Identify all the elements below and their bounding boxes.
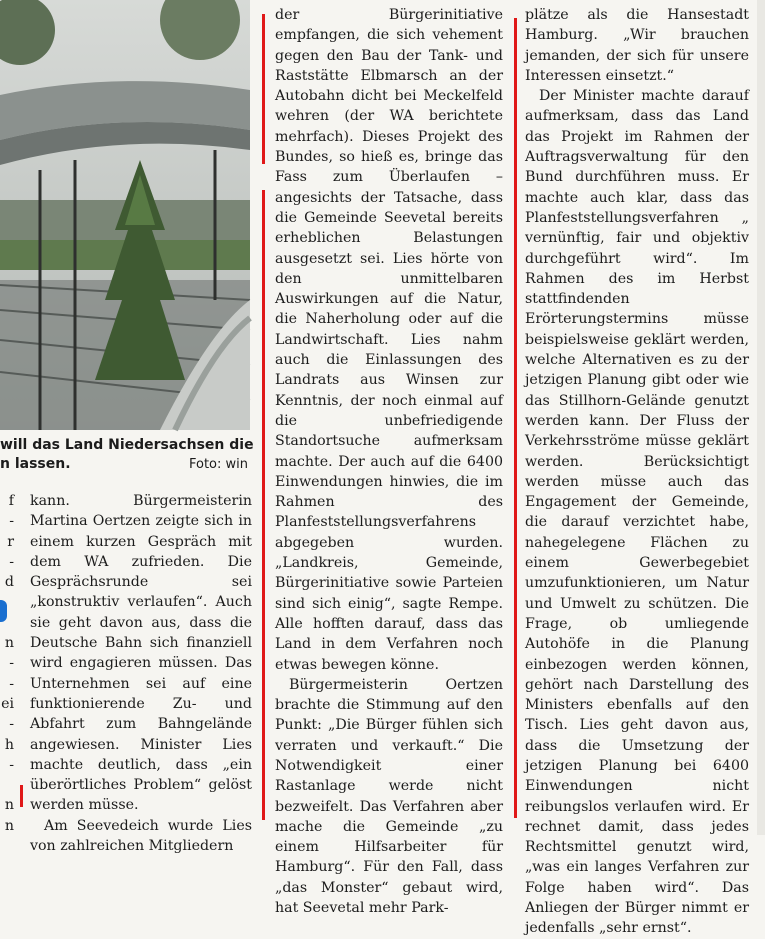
column-4-paragraph-2: Der Minister machte darauf aufmerksam, dass das Land das Projekt im Rahmen der Auftragsverwaltung für den Bund durchführen muss. Er machte auch klar, dass das Planfeststellungsverfahren „ vernünftig, fair und objektiv durchgeführt wird“. Im Rahmen des im Herbst stattfindenden Erörterungstermins müsse beispielsweise geklärt werden, welche Alternativen es zu der jetzigen Planung gibt oder wie das Stillhorn-Gelände genutzt werden kann. Der Fluss der Verkehrsströme müsse geklärt werden. Berücksichtigt werden müsse auch das Engagement der Gemeinde, die darauf verzichtet habe, nahegelegene Flächen zu einem Gewerbegebiet umzufunktionieren, um Natur und Umwelt zu schützen. Die Frage, ob umliegende Autohöfe in die Planung einbezogen werden können, gehört nach Darstellung des Ministers ebenfalls auf den Tisch. Lies geht davon aus, dass die Umsetzung der jetzigen Planung bei 6400 Einwendungen nicht reibungslos verlaufen wird. Er rechnet damit, dass jedes Rechtsmittel genutzt wird, „was ein langes Verfahren zur Folge haben wird“. Das Anliegen der Bürger nimmt er jedenfalls „sehr ernst“. — [525, 88, 749, 937]
cropped-fragment: - — [9, 716, 14, 733]
photo-credit: Foto: win — [188, 457, 248, 472]
cropped-column — [0, 491, 14, 836]
blue-highlight-mark — [0, 600, 7, 622]
highlight-bar-col3-b — [262, 190, 265, 820]
highlight-bar-col3-a — [262, 14, 265, 164]
caption-line-1: will das Land Niedersachsen die — [0, 437, 254, 453]
cropped-fragment: - — [9, 756, 14, 773]
cropped-fragment: n — [4, 635, 14, 652]
cropped-fragment: h — [4, 736, 14, 753]
cropped-fragment: r — [7, 533, 14, 550]
cropped-fragment: - — [9, 553, 14, 570]
highlight-bar-col2 — [20, 785, 23, 807]
article-photo — [0, 0, 250, 430]
photo-caption — [0, 436, 254, 474]
column-2-paragraph-2: Am Seevedeich wurde Lies von zahlreichen Mitgliedern — [30, 817, 252, 855]
page-edge — [757, 0, 765, 835]
cropped-fragment: ei — [1, 695, 14, 712]
cropped-fragment: d — [4, 574, 14, 591]
cropped-fragment: - — [9, 513, 14, 530]
cropped-fragment: n — [4, 817, 14, 834]
article-column-2 — [30, 491, 252, 855]
article-column-4 — [525, 5, 749, 937]
cropped-fragment — [0, 775, 14, 795]
cropped-fragment: - — [9, 675, 14, 692]
caption-line-2: n lassen. — [0, 456, 71, 472]
cropped-fragment: - — [9, 655, 14, 672]
column-2-paragraph-1: kann. Bürgermeisterin Martina Oertzen zeigte sich in einem kurzen Gespräch mit dem WA zufrieden. Die Gesprächsrunde sei „konstruktiv verlaufen“. Auch sie geht davon aus, dass die Deutsche Bahn sich finanziell wird engagieren müssen. Das Unternehmen sei auf eine funktionierende Zu- und Abfahrt zum Bahngelände angewiesen. Minister Lies machte deutlich, dass „ein überörtliches Problem“ gelöst werden müsse. — [30, 493, 252, 814]
cropped-fragment: f — [8, 493, 14, 509]
column-4-paragraph-1: plätze als die Hansestadt Hamburg. „Wir brauchen jemanden, der sich für unsere Interessen einsetzt.“ — [525, 7, 749, 84]
column-3-paragraph-2: Bürgermeisterin Oertzen brachte die Stimmung auf den Punkt: „Die Bürger fühlen sich verraten und verkauft.“ Die Notwendigkeit einer Rastanlage werde nicht bezweifelt. Das Verfahren aber mache die Gemeinde „zu einem Hilfsarbeiter für Hamburg“. Für den Fall, dass „das Monster“ gebaut wird, hat Seevetal mehr Park- — [275, 676, 503, 917]
cropped-fragment: n — [4, 797, 14, 814]
column-3-paragraph-1: der Bürgerinitiative empfangen, die sich vehement gegen den Bau der Tank- und Raststätte Elbmarsch an der Autobahn dicht bei Meckelfeld wehren (der WA berichtete mehrfach). Dieses Projekt des Bundes, so hieß es, bringe das Fass zum Überlaufen – angesichts der Tatsache, dass die Gemeinde Seevetal bereits erheblichen Belastungen ausgesetzt sei. Lies hörte von den unmittelbaren Auswirkungen auf die Natur, die Naherholung oder auf die Landwirtschaft. Lies nahm auch die Einlassungen des Landrats aus Winsen zur Kenntnis, der noch einmal auf die unbefriedigende Standortsuche aufmerksam machte. Der auch auf die 6400 Einwendungen hinwies, die im Rahmen des Planfeststellungsverfahrens abgegeben wurden. „Landkreis, Gemeinde, Bürgerinitiative sowie Parteien sind sich einig“, sagte Rempe. Alle hofften darauf, dass das Land in dem Verfahren noch etwas bewegen könne. — [275, 7, 503, 673]
highlight-bar-col4 — [514, 18, 517, 818]
article-column-3 — [275, 5, 503, 917]
photo-icon — [0, 0, 250, 430]
